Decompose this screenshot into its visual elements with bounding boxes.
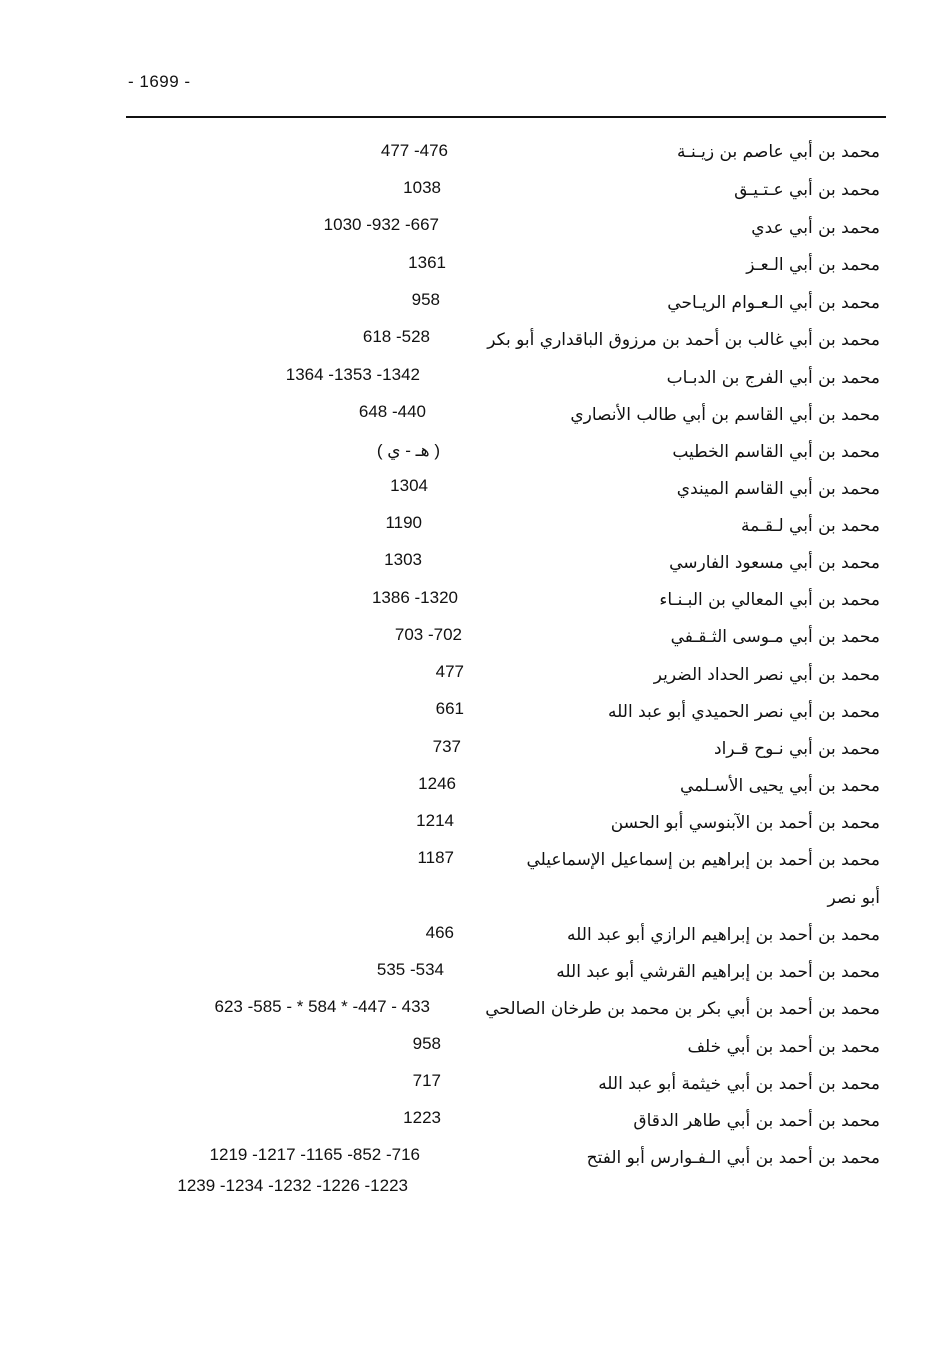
entry-name: محمد بن أحمد بن أبي خيثمة أبو عبد الله [598, 1074, 880, 1094]
entry-pages: 661 [435, 699, 464, 718]
entry-name: محمد بن أبي غالب بن أحمد بن مرزوق الباقداري أبو بكر [487, 330, 880, 350]
entry-pages: 1223 [403, 1108, 441, 1127]
entry-pages: 1364 -1353 -1342 [285, 365, 420, 384]
entry-name: محمد بن أحمد بن إبراهيم القرشي أبو عبد الله [556, 962, 880, 982]
entry-pages: 737 [432, 737, 461, 756]
entry-pages: 618 -528 [362, 327, 430, 346]
entry-pages: 703 -702 [394, 625, 462, 644]
entry-pages: 1386 -1320 [371, 588, 458, 607]
entry-name: أبو نصر [827, 888, 880, 908]
entry-pages: 477 [435, 662, 464, 681]
entry-pages: 958 [412, 1034, 441, 1053]
entry-pages: ( هـ - ي ) [376, 441, 440, 460]
entry-name: محمد بن أحمد بن أبي خلف [687, 1037, 880, 1057]
entry-name: محمد بن أحمد بن أبي الـفـوارس أبو الفتح [586, 1148, 880, 1168]
entry-name: محمد بن أبي نـوح قـراد [714, 739, 880, 759]
entry-pages: 1239 -1234 -1232 -1226 -1223 [177, 1176, 408, 1195]
entry-name: محمد بن أحمد بن إبراهيم الرازي أبو عبد الله [567, 925, 880, 945]
entry-name: محمد بن أبي عـتـيـق [734, 180, 880, 200]
entry-name: محمد بن أبي الـعـوام الريـاحي [667, 293, 880, 313]
entry-pages: 1219 -1217 -1165 -852 -716 [209, 1145, 420, 1164]
entry-name: محمد بن أبي الفرج بن الدبـاب [666, 368, 880, 388]
entry-name: محمد بن أحمد بن أبي بكر بن محمد بن طرخان الصالحي [485, 999, 880, 1019]
entry-name: محمد بن أبي مـوسى الثـقـفي [670, 627, 880, 647]
entry-name: محمد بن أبي يحيى الأسـلمي [679, 776, 880, 796]
entry-name: محمد بن أبي القاسم الخطيب [672, 442, 880, 462]
entry-name: محمد بن أبي مسعود الفارسي [669, 553, 880, 573]
entry-name: محمد بن أبي عدي [751, 218, 880, 238]
entry-name: محمد بن أحمد بن إبراهيم بن إسماعيل الإسماعيلي [526, 850, 880, 870]
entry-pages: 1190 [385, 513, 422, 532]
entry-pages: 1214 [416, 811, 454, 830]
entry-pages: 648 -440 [358, 402, 426, 421]
entry-name: محمد بن أبي القاسم الميندي [676, 479, 880, 499]
entry-pages: 958 [411, 290, 440, 309]
entry-pages: 717 [412, 1071, 441, 1090]
entry-pages: 477 -476 [380, 141, 448, 160]
entry-pages: 1030 -932 -667 [323, 215, 439, 234]
page-number: - 1699 - [128, 72, 191, 91]
entry-pages: 1187 [417, 848, 454, 867]
entry-name: محمد بن أحمد بن الآبنوسي أبو الحسن [610, 813, 880, 833]
entry-pages: 1246 [418, 774, 456, 793]
entry-name: محمد بن أبي نصر الحداد الضرير [653, 665, 880, 685]
entry-name: محمد بن أحمد بن أبي طاهر الدقاق [633, 1111, 880, 1131]
entry-pages: 1361 [408, 253, 446, 272]
entry-name: محمد بن أبي عاصم بن زيـنـة [676, 142, 880, 162]
entry-name: محمد بن أبي القاسم بن أبي طالب الأنصاري [570, 405, 880, 425]
entry-name: محمد بن أبي المعالي بن البـنـاء [659, 590, 880, 610]
entry-name: محمد بن أبي الـعـز [746, 255, 880, 275]
entry-pages: 1038 [403, 178, 441, 197]
entry-pages: 623 -585 - * 584 * -447 - 433 [214, 997, 430, 1016]
entry-name: محمد بن أبي نصر الحميدي أبو عبد الله [608, 702, 880, 722]
entry-pages: 1304 [390, 476, 428, 495]
entry-pages: 466 [425, 923, 454, 942]
entry-pages: 535 -534 [376, 960, 444, 979]
entry-name: محمد بن أبي لـقـمة [740, 516, 880, 536]
entry-pages: 1303 [384, 550, 422, 569]
